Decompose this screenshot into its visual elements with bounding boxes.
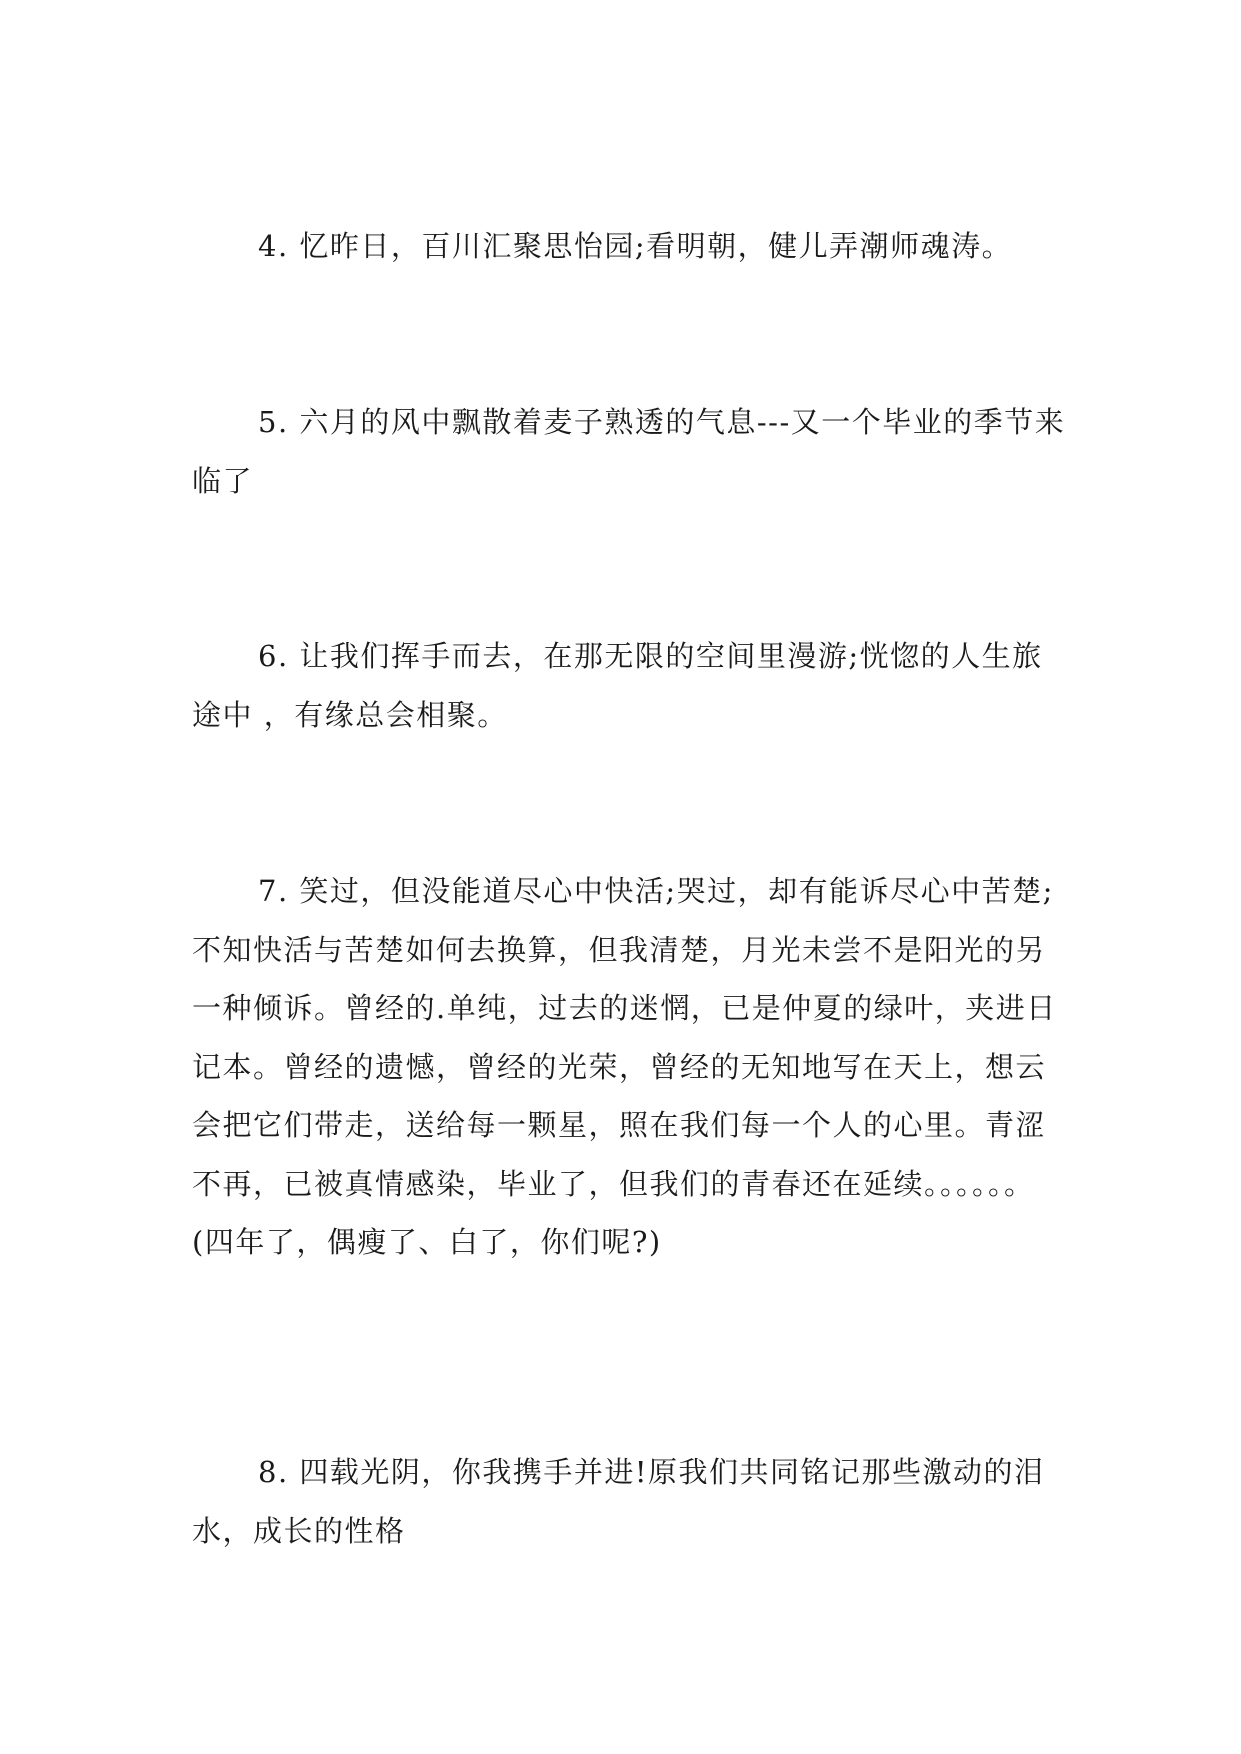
paragraph-4: 4. 忆昨日，百川汇聚思怡园;看明朝，健儿弄潮师魂涛。 xyxy=(258,229,1013,263)
paragraph-5: 5. 六月的风中飘散着麦子熟透的气息---又一个毕业的季节来临了 xyxy=(192,405,1066,498)
paragraph-7: 7. 笑过，但没能道尽心中快活;哭过，却有能诉尽心中苦楚;不知快活与苦楚如何去换算，但我清楚，月光未尝不是阳光的另一种倾诉。曾经的.单纯，过去的迷惘，已是仲夏的绿叶，夹进日记本。曾经的遗憾，曾经的光荣，曾经的无知地写在天上，想云会把它们带走，送给每一颗星，照在我们每一个人的心里。青涩不再，已被真情感染，毕业了，但我们的青春还在延续。。。。。。(四年了，偶瘦了、白了，你们呢?) xyxy=(192,874,1057,1259)
paragraph-8: 8. 四载光阴，你我携手并进!原我们共同铭记那些激动的泪水，成长的性格 xyxy=(192,1455,1045,1548)
paragraph-6: 6. 让我们挥手而去，在那无限的空间里漫游;恍惚的人生旅途中 ，有缘总会相聚。 xyxy=(192,639,1043,732)
